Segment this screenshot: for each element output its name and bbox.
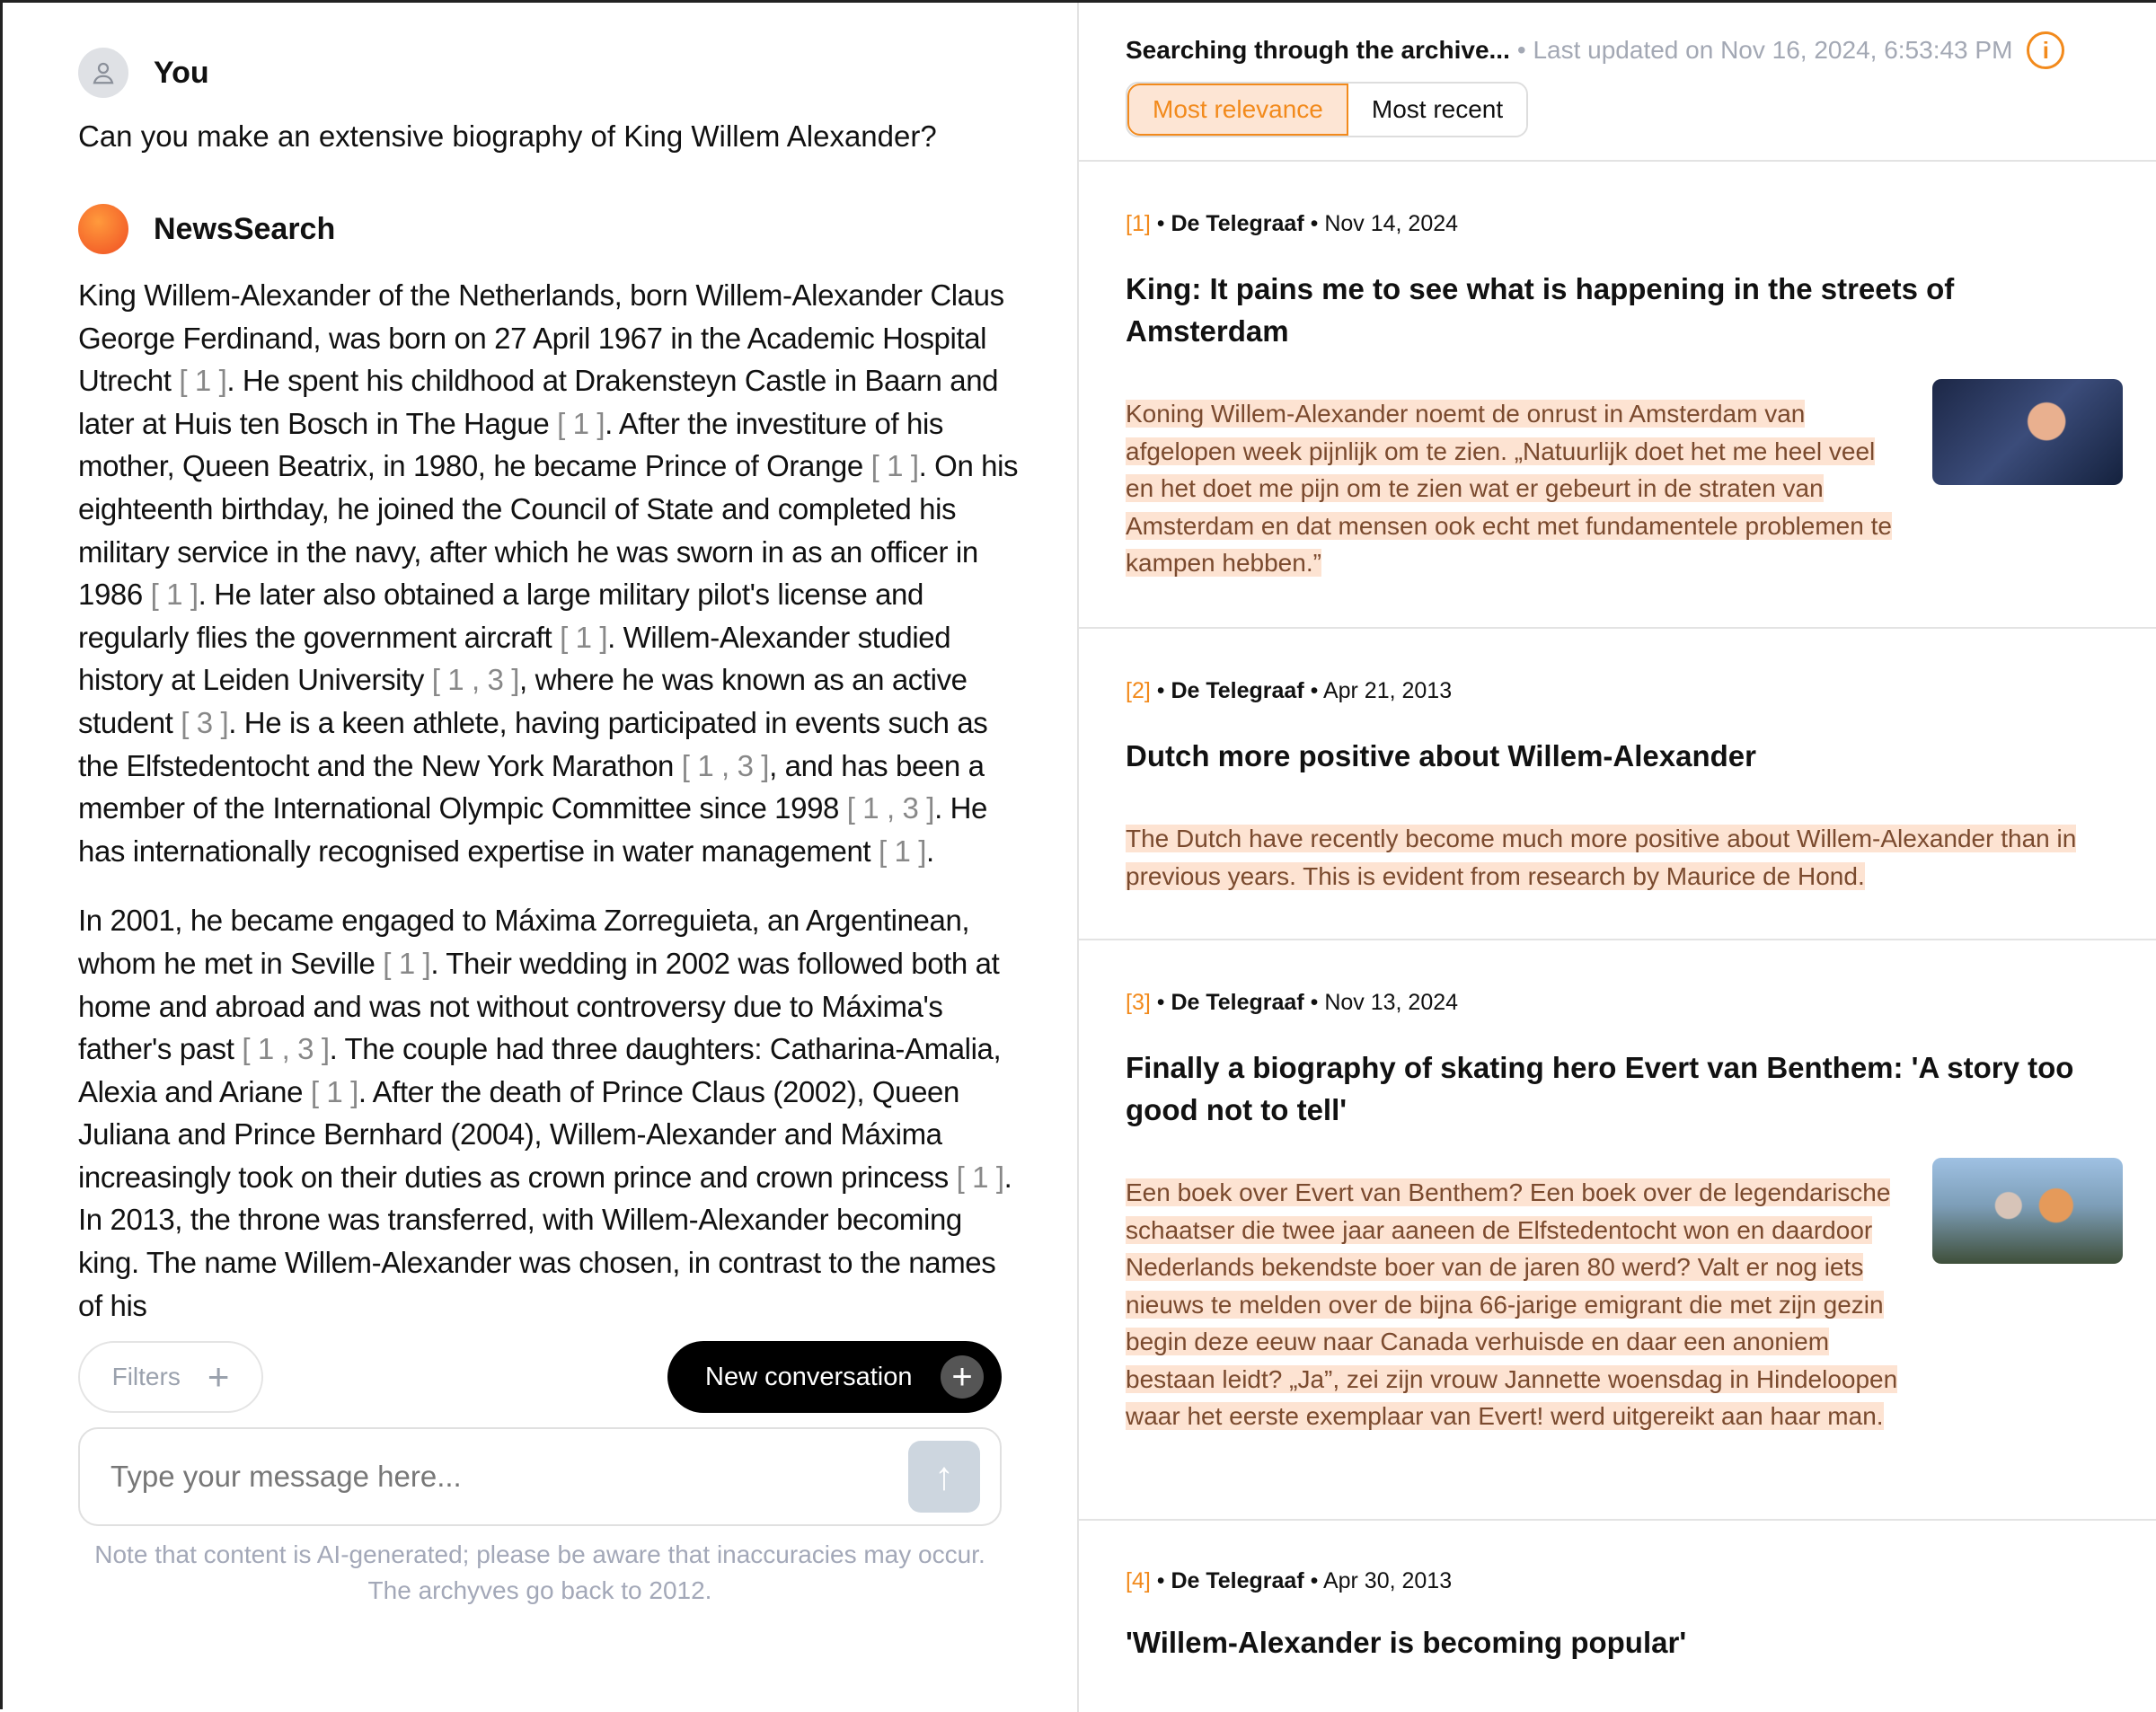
assistant-name: NewsSearch	[154, 211, 336, 246]
source-date: Nov 14, 2024	[1324, 211, 1459, 236]
search-status: Searching through the archive...	[1126, 36, 1510, 64]
plus-icon: +	[207, 1355, 230, 1399]
filters-button[interactable]	[78, 1341, 263, 1413]
source-title[interactable]: King: It pains me to see what is happening in the streets of Amsterdam	[1126, 272, 1955, 348]
answer-paragraph	[78, 899, 1025, 1327]
source-meta: [1] • De Telegraaf • Nov 14, 2024	[1126, 211, 1459, 236]
snippet-text: The Dutch have recently become much more positive about Willem-Alexander than in previous years. This is evident from research by Maurice de Hond.	[1126, 825, 2077, 890]
source-index: [4]	[1126, 1568, 1151, 1593]
source-title[interactable]: 'Willem-Alexander is becoming popular'	[1126, 1626, 1687, 1659]
answer-text: In 2001, he became engaged to Máxima Zorreguieta, an Argentinean, whom he met in Seville	[78, 904, 970, 980]
answer-text: . After the death of Prince Claus (2002), Queen Juliana and Prince Bernhard (2004), Willem-Alexander and Máxima increasingly took on their duties as crown prince and crown princess	[78, 1074, 959, 1194]
source-card[interactable]	[1126, 1568, 2123, 1663]
user-header	[78, 48, 1023, 98]
disclaimer-note: Note that content is AI-generated; please be aware that inaccuracies may occur. The archyves go back to 2012.	[94, 1540, 985, 1605]
info-icon[interactable]: i	[2027, 31, 2064, 69]
user-avatar-icon	[78, 48, 128, 98]
message-box	[78, 1427, 1002, 1526]
newssearch-logo-icon	[78, 204, 128, 254]
answer-text: . In 2013, the throne was transferred, with Willem-Alexander becoming king. The name Willem-Alexander was chosen, in contrast to the names of his	[78, 1160, 1012, 1322]
message-input[interactable]	[110, 1460, 908, 1494]
tab-most-relevance[interactable]: Most relevance	[1127, 84, 1348, 136]
source-title[interactable]: Dutch more positive about Willem-Alexander	[1126, 739, 1756, 772]
divider	[1079, 627, 2156, 629]
source-meta: [3] • De Telegraaf • Nov 13, 2024	[1126, 990, 1459, 1015]
source-name: De Telegraaf	[1171, 211, 1304, 236]
citation-link[interactable]: [ 1 , 3 ]	[681, 748, 770, 782]
divider	[1079, 1519, 2156, 1521]
source-meta: [2] • De Telegraaf • Apr 21, 2013	[1126, 678, 1453, 703]
source-name: De Telegraaf	[1171, 678, 1304, 703]
answer-text: . The couple had three daughters: Catharina-Amalia, Alexia and Ariane	[78, 1032, 1002, 1108]
citation-link[interactable]: [ 3 ]	[181, 705, 229, 739]
snippet-text: Een boek over Evert van Benthem? Een boek over de legendarische schaatser die twee jaar aaneen de Elfstedentocht won en daardoor Nederlands bekendste boer van de jaren 80 werd? Valt er nog iets nieuws te melden over de bijna 66-jarige emigrant die met zijn gezin begin deze eeuw naar Canada verhuisde en daar een anoniem bestaan leidt? „Ja”, zei zijn vrouw Jannette woensdag in Hindeloopen waar het eerste exemplaar van Evert! werd uitgereikt aan haar man.	[1126, 1178, 1898, 1430]
sources-panel	[1079, 3, 2156, 1712]
divider	[1079, 939, 2156, 940]
assistant-header	[78, 204, 1023, 254]
assistant-answer	[78, 274, 1025, 1327]
filters-label: Filters	[111, 1363, 181, 1391]
source-card[interactable]	[1126, 211, 2123, 582]
plus-icon: +	[941, 1355, 984, 1399]
chat-panel	[3, 3, 1079, 1712]
answer-text: King Willem-Alexander of the Netherlands, born Willem-Alexander Claus George Ferdinand, was born on 27 April 1967 in the Academic Hospital Utrecht	[78, 278, 1004, 398]
answer-text: . Willem-Alexander studied history at Leiden University	[78, 620, 951, 697]
source-snippet	[1126, 395, 1898, 582]
citation-link[interactable]: [ 1 ]	[560, 620, 608, 654]
send-button[interactable]	[908, 1441, 980, 1513]
source-card[interactable]	[1126, 678, 2123, 895]
arrow-up-icon: ↑	[934, 1454, 954, 1499]
citation-link[interactable]: [ 1 ]	[878, 834, 926, 868]
new-conversation-button[interactable]	[667, 1341, 1002, 1413]
citation-link[interactable]: [ 1 ]	[557, 406, 605, 440]
source-index: [2]	[1126, 678, 1151, 703]
last-updated: • Last updated on Nov 16, 2024, 6:53:43 PM	[1516, 36, 2013, 64]
source-date: Apr 21, 2013	[1322, 678, 1453, 703]
answer-text: . After the investiture of his mother, Queen Beatrix, in 1980, he became Prince of Orange	[78, 406, 943, 483]
user-name: You	[154, 55, 209, 90]
source-snippet	[1126, 1174, 1898, 1435]
source-index: [1]	[1126, 211, 1151, 236]
citation-link[interactable]: [ 1 , 3 ]	[431, 663, 520, 697]
answer-text: . He is a keen athlete, having participated in events such as the Elfstedentocht and the New York Marathon	[78, 705, 988, 782]
answer-text: , where he was known as an active student	[78, 663, 968, 739]
source-index: [3]	[1126, 990, 1151, 1015]
answer-paragraph	[78, 274, 1025, 872]
answer-text: . He spent his childhood at Drakensteyn Castle in Baarn and later at Huis ten Bosch in The Hague	[78, 364, 999, 440]
answer-text: . He has internationally recognised expertise in water management	[78, 791, 987, 868]
source-meta: [4] • De Telegraaf • Apr 30, 2013	[1126, 1568, 1453, 1593]
answer-text: .	[925, 834, 934, 868]
source-card[interactable]	[1126, 990, 2123, 1435]
citation-link[interactable]: [ 1 ]	[150, 578, 199, 612]
article-thumbnail	[1932, 1158, 2123, 1264]
sources-header	[1126, 31, 2064, 69]
citation-link[interactable]: [ 1 ]	[310, 1074, 358, 1108]
article-thumbnail	[1932, 379, 2123, 485]
citation-link[interactable]: [ 1 , 3 ]	[242, 1032, 330, 1066]
snippet-text: Koning Willem-Alexander noemt de onrust in Amsterdam van afgelopen week pijnlijk om te zien. „Natuurlijk doet het me heel veel en het doet me pijn om te zien wat er gebeurt in de straten van Amsterdam en dat mensen ook echt met fundamentele problemen te kampen hebben.”	[1126, 400, 1892, 577]
divider	[1079, 160, 2156, 162]
new-conversation-label: New conversation	[705, 1362, 913, 1391]
answer-text: , and has been a member of the International Olympic Committee since 1998	[78, 748, 985, 825]
source-date: Apr 30, 2013	[1322, 1568, 1453, 1593]
citation-link[interactable]: [ 1 ]	[383, 946, 431, 980]
sort-tabs	[1126, 82, 1528, 137]
citation-link[interactable]: [ 1 ]	[956, 1160, 1004, 1194]
chat-actions	[78, 1341, 1002, 1413]
citation-link[interactable]: [ 1 ]	[870, 449, 919, 483]
source-snippet	[1126, 820, 2123, 895]
answer-text: . He later also obtained a large military pilot's license and regularly flies the government aircraft	[78, 578, 923, 654]
source-name: De Telegraaf	[1171, 990, 1304, 1015]
source-date: Nov 13, 2024	[1324, 990, 1459, 1015]
answer-text: . Their wedding in 2002 was followed both at home and abroad and was not without controversy due to Máxima's father's past	[78, 946, 1000, 1066]
source-title[interactable]: Finally a biography of skating hero Evert van Benthem: 'A story too good not to tell'	[1126, 1051, 2074, 1126]
answer-text: . On his eighteenth birthday, he joined the Council of State and completed his military service in the navy, after which he was sworn in as an officer in 1986	[78, 449, 1019, 612]
user-question: Can you make an extensive biography of King Willem Alexander?	[78, 119, 937, 153]
source-name: De Telegraaf	[1171, 1568, 1304, 1593]
tab-most-recent[interactable]: Most recent	[1348, 84, 1526, 136]
citation-link[interactable]: [ 1 ]	[179, 364, 227, 398]
citation-link[interactable]: [ 1 , 3 ]	[846, 791, 935, 825]
